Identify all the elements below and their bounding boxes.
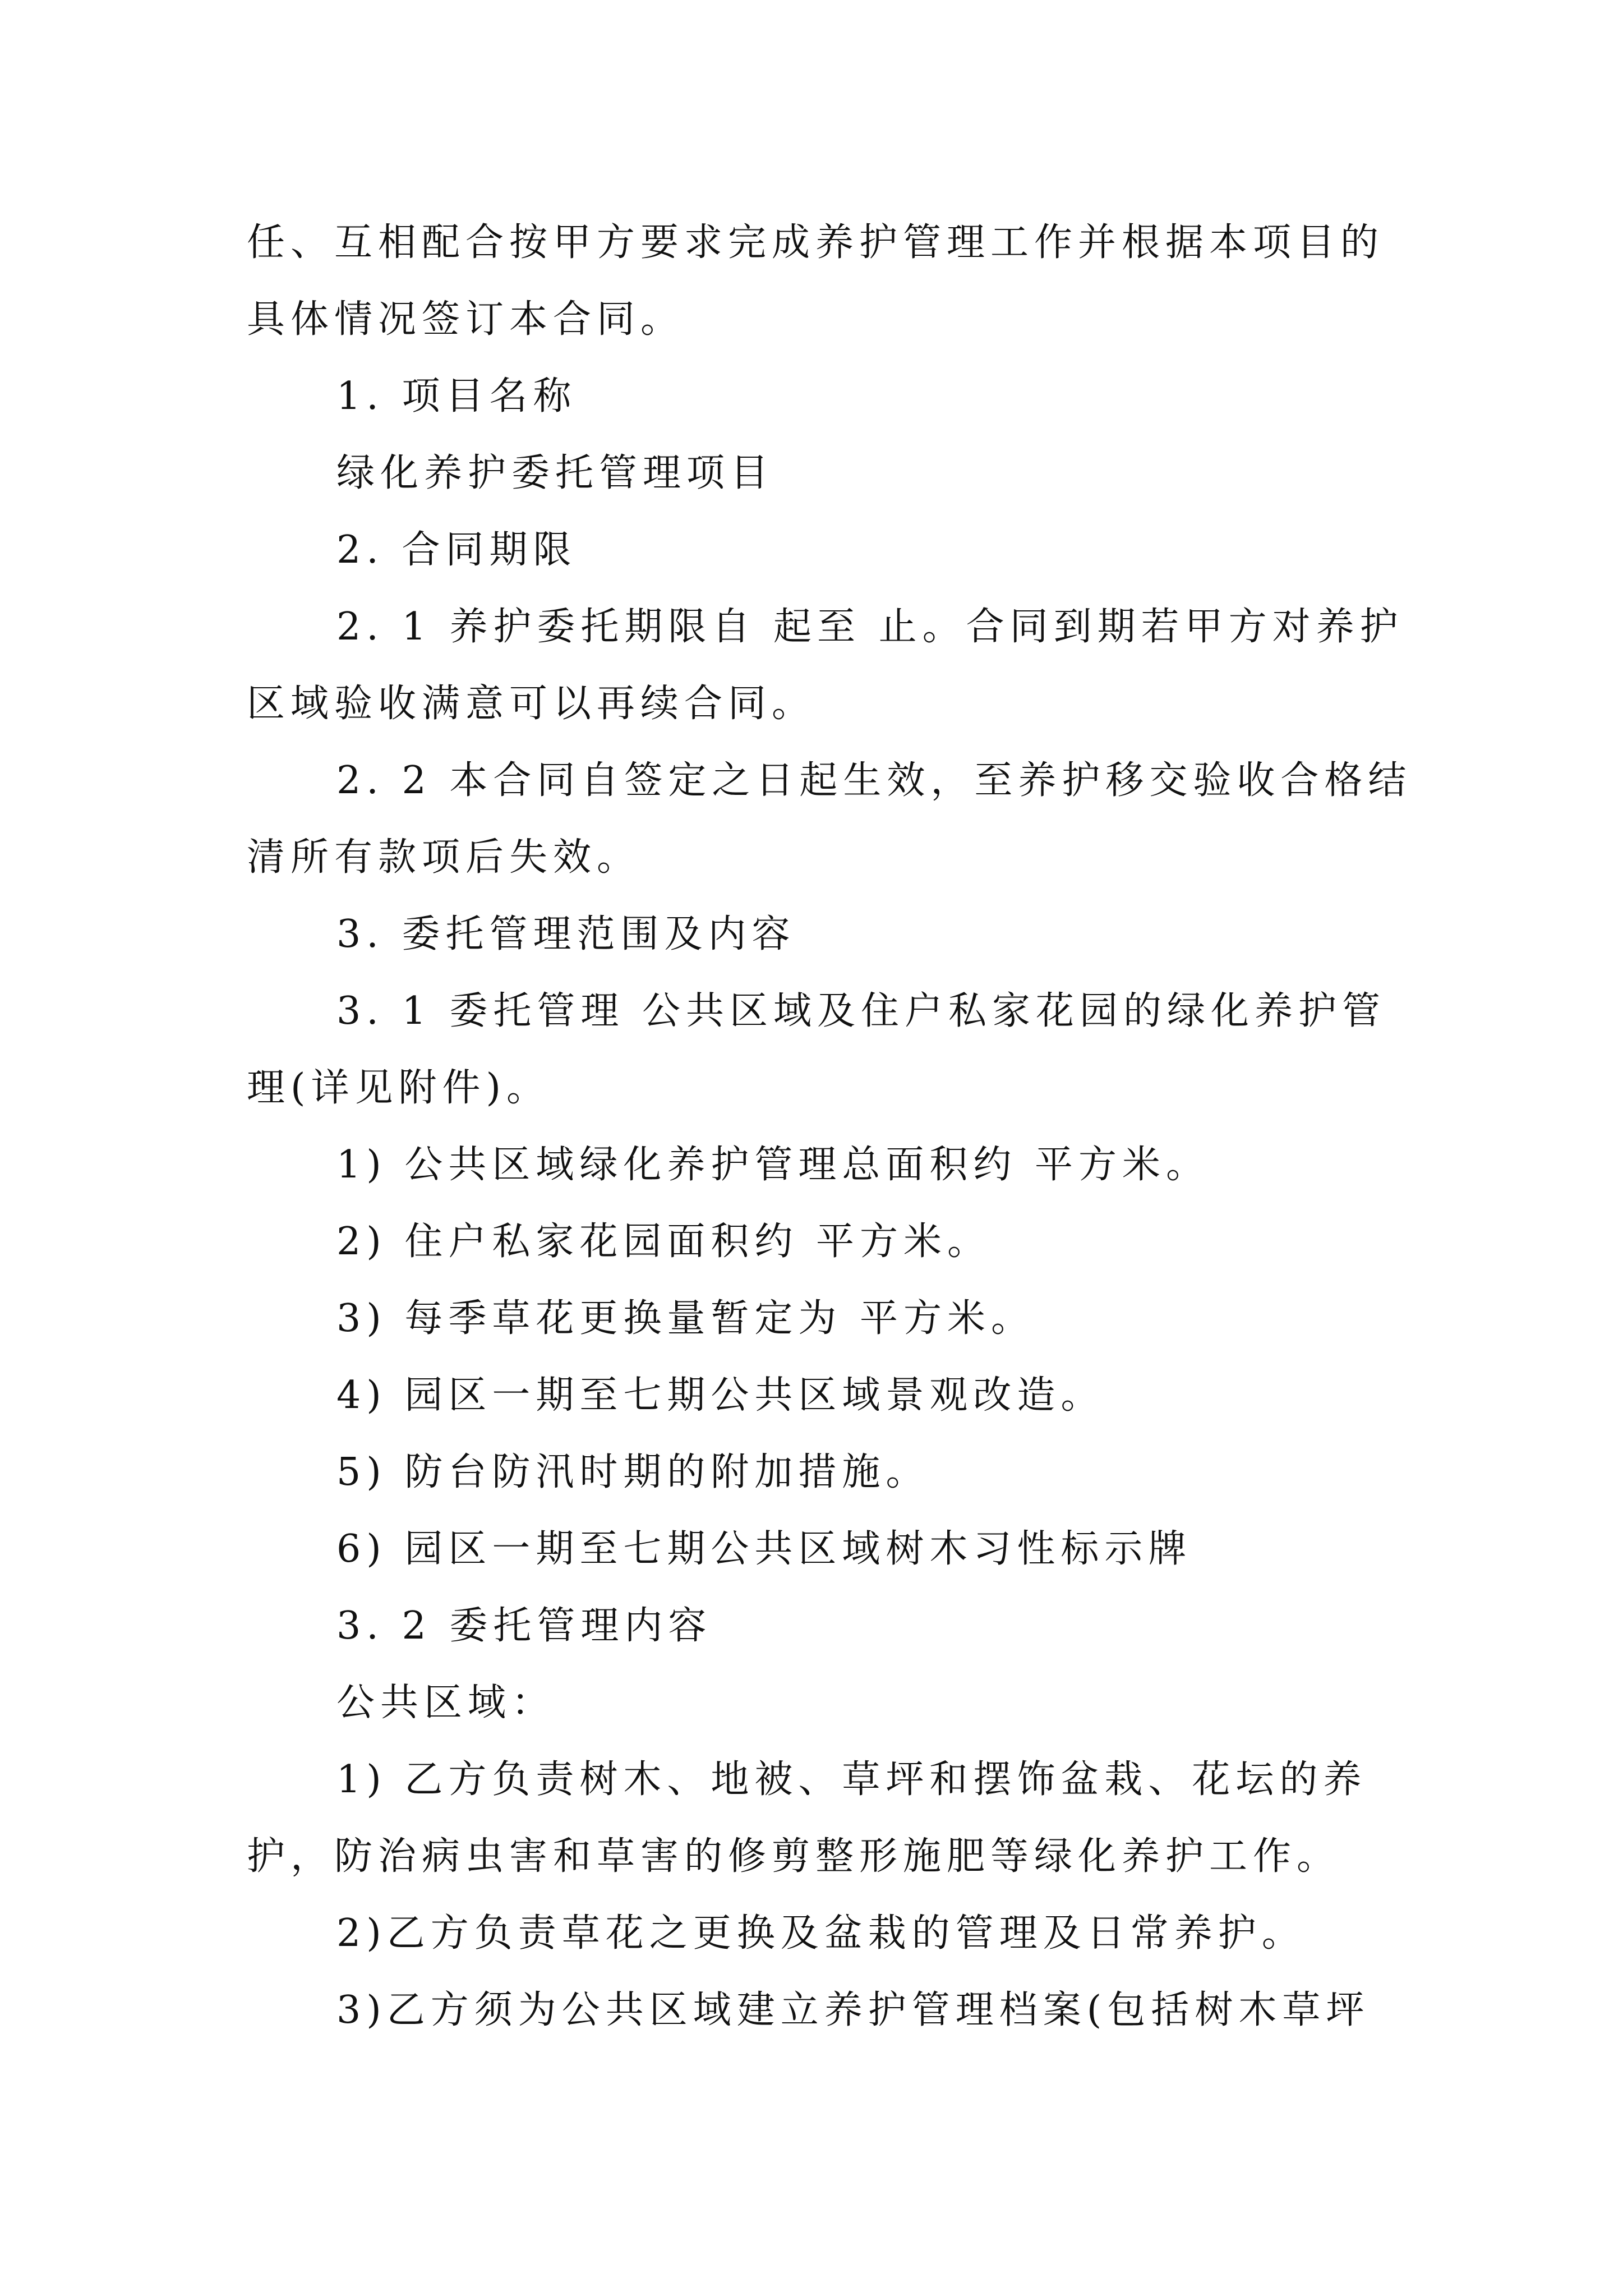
list-item: 1) 公共区域绿化养护管理总面积约 平方米。 (336, 1143, 1210, 1187)
paragraph-line: 2. 1 养护委托期限自 起至 止。合同到期若甲方对养护 (336, 605, 1404, 649)
list-item: 5) 防台防汛时期的附加措施。 (336, 1450, 930, 1494)
paragraph-line: 绿化养护委托管理项目 (336, 451, 774, 495)
paragraph-line: 具体情况签订本合同。 (247, 297, 685, 342)
section-heading: 1. 项目名称 (336, 374, 577, 418)
list-item: 2)乙方负责草花之更换及盆栽的管理及日常养护。 (336, 1911, 1306, 1955)
list-item: 3)乙方须为公共区域建立养护管理档案(包括树木草坪 (336, 1988, 1370, 2032)
paragraph-line: 理(详见附件)。 (247, 1066, 551, 1110)
paragraph-line: 3. 1 委托管理 公共区域及住户私家花园的绿化养护管 (336, 989, 1386, 1033)
list-item: 6) 园区一期至七期公共区域树木习性标示牌 (336, 1527, 1192, 1571)
paragraph-line: 任、互相配合按甲方要求完成养护管理工作并根据本项目的 (247, 220, 1385, 265)
section-heading: 2. 合同期限 (336, 528, 577, 572)
list-item: 1) 乙方负责树木、地被、草坪和摆饰盆栽、花坛的养 (336, 1757, 1367, 1802)
section-heading: 3. 委托管理范围及内容 (336, 912, 796, 956)
list-item: 4) 园区一期至七期公共区域景观改造。 (336, 1373, 1105, 1418)
paragraph-line: 区域验收满意可以再续合同。 (247, 682, 816, 726)
subsection-label: 公共区域： (336, 1681, 556, 1725)
paragraph-line: 2. 2 本合同自签定之日起生效，至养护移交验收合格结 (336, 758, 1412, 803)
list-item: 3) 每季草花更换量暂定为 平方米。 (336, 1296, 1035, 1341)
paragraph-line: 清所有款项后失效。 (247, 835, 641, 880)
paragraph-line: 护，防治病虫害和草害的修剪整形施肥等绿化养护工作。 (247, 1834, 1341, 1879)
list-item: 2) 住户私家花园面积约 平方米。 (336, 1220, 992, 1264)
section-heading: 3. 2 委托管理内容 (336, 1604, 712, 1648)
